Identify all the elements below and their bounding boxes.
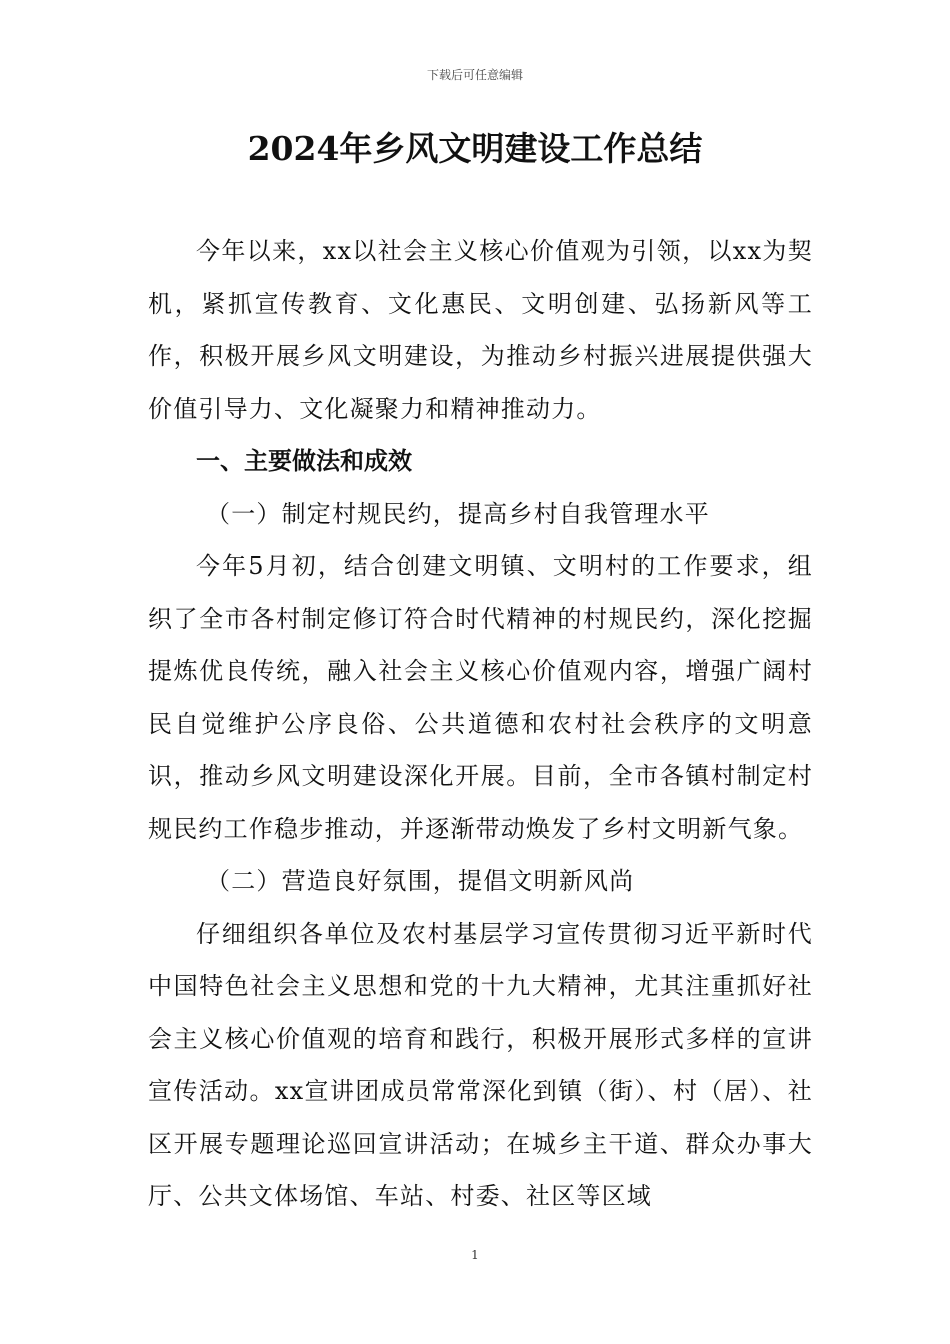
subsection-1-paragraph: 今年5月初，结合创建文明镇、文明村的工作要求，组织了全市各村制定修订符合时代精神的村规民约，深化挖掘提炼优良传统，融入社会主义核心价值观内容，增强广阔村民自觉维护公序良俗、公共道德和农村社会秩序的文明意识，推动乡风文明建设深化开展。目前，全市各镇村制定村规民约工作稳步推动，并逐渐带动焕发了乡村文明新气象。 bbox=[148, 552, 813, 843]
subsection-heading-2: （二）营造良好氛围，提倡文明新风尚 bbox=[206, 867, 635, 895]
subsection-heading-1: （一）制定村规民约，提高乡村自我管理水平 bbox=[206, 499, 710, 528]
subsection-2-paragraph: 仔细组织各单位及农村基层学习宣传贯彻习近平新时代中国特色社会主义思想和党的十九大精神，尤其注重抓好社会主义核心价值观的培育和践行，积极开展形式多样的宣讲宣传活动。xx宣讲团成员常常深化到镇（街）、村（居）、社区开展专题理论巡回宣讲活动；在城乡主干道、群众办事大厅、公共文体场馆、车站、村委、社区等区域 bbox=[148, 919, 813, 1210]
document-title: 2024年乡风文明建设工作总结 bbox=[247, 129, 703, 168]
page-header: 下载后可任意编辑 bbox=[426, 68, 523, 82]
intro-paragraph: 今年以来，xx以社会主义核心价值观为引领，以xx为契机，紧抓宣传教育、文化惠民、文明创建、弘扬新风等工作，积极开展乡风文明建设，为推动乡村振兴进展提供强大价值引导力、文化凝聚力和精神推动力。 bbox=[148, 237, 813, 423]
section-heading: 一、主要做法和成效 bbox=[196, 447, 412, 475]
document-body bbox=[148, 225, 813, 1223]
page-number: 1 bbox=[471, 1248, 479, 1262]
